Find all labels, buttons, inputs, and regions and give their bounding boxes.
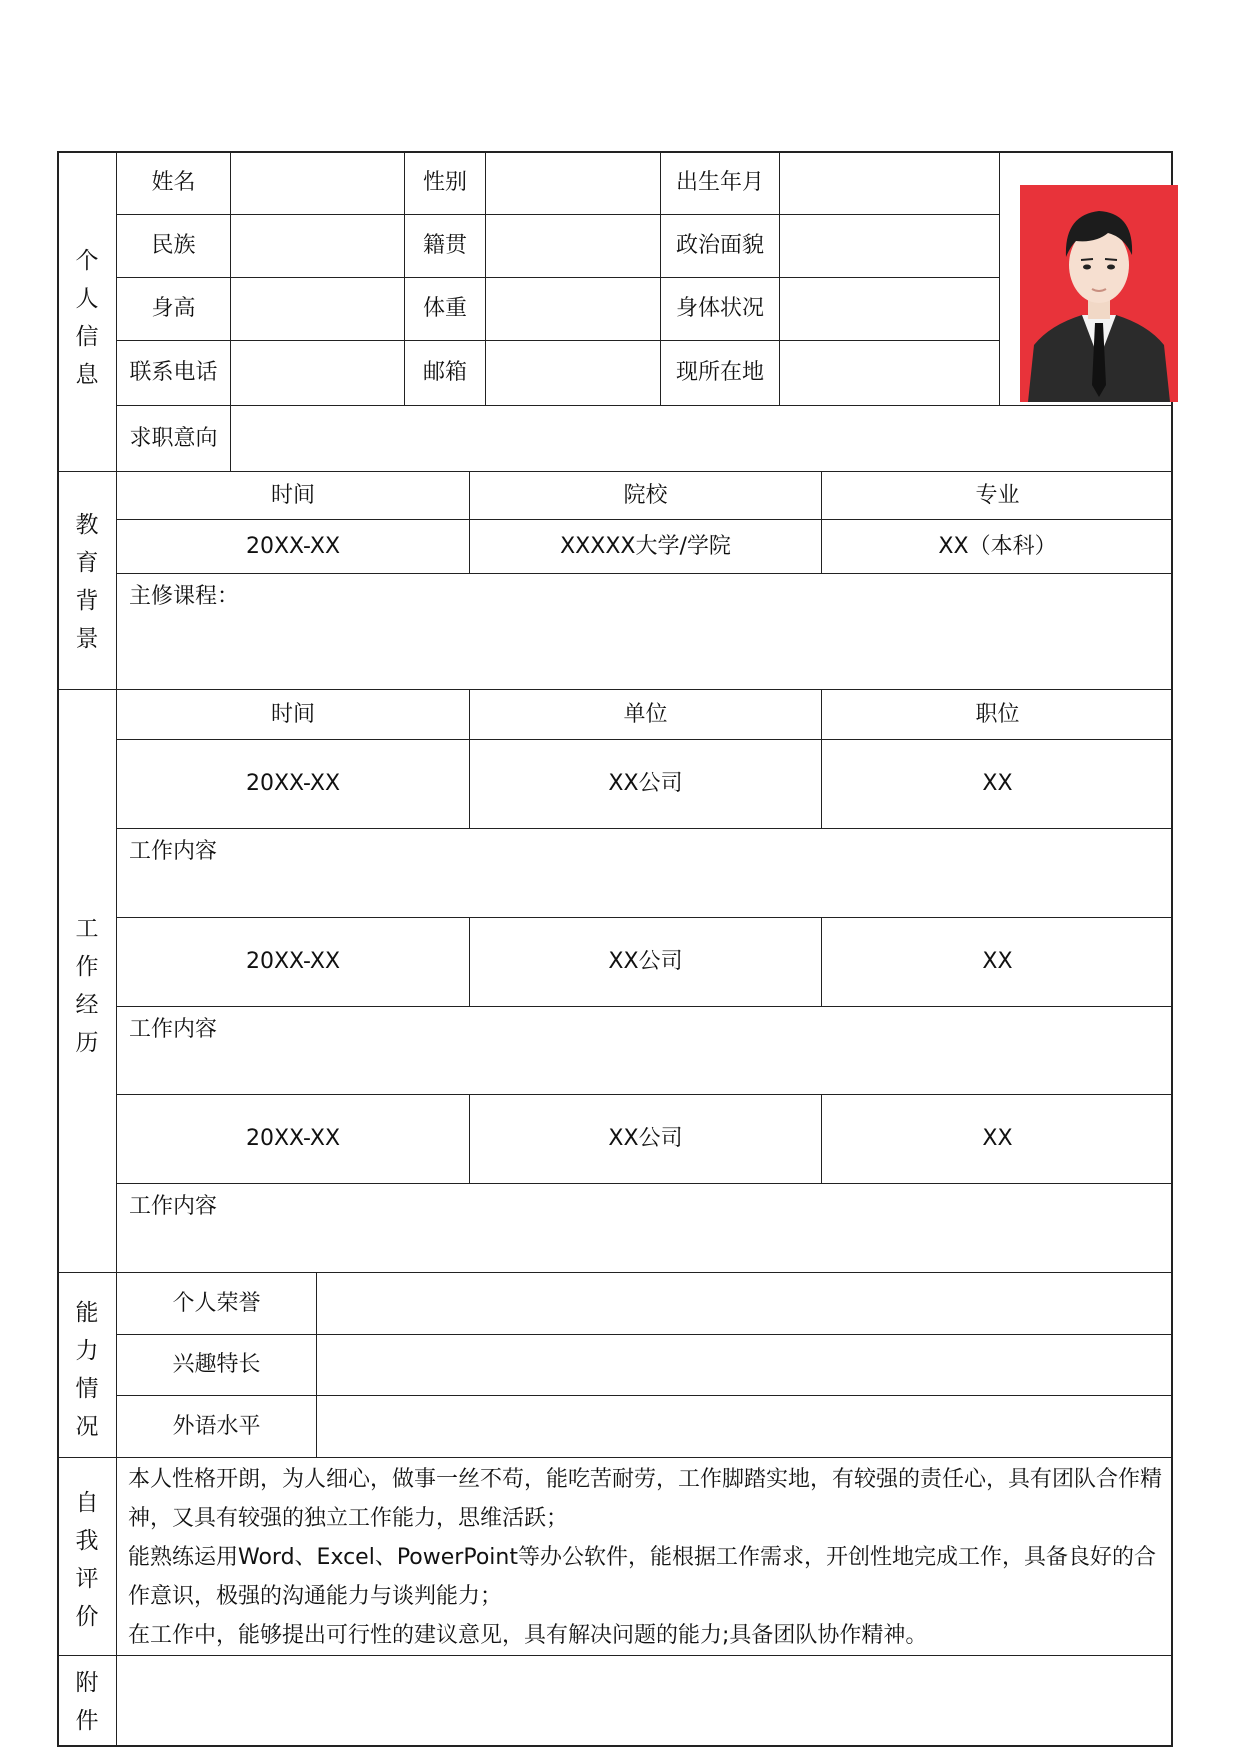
ethnicity-value[interactable] [231, 215, 404, 277]
language-value[interactable] [317, 1396, 1173, 1457]
birth-value[interactable] [780, 152, 999, 214]
work-2-time[interactable]: 20XX-XX [245, 949, 341, 974]
profile-photo [1020, 185, 1178, 402]
ethnicity-label: 民族 [151, 233, 196, 258]
edu-header-school: 院校 [623, 482, 668, 508]
birth-label: 出生年月 [675, 170, 764, 195]
work-3-company[interactable]: XX公司 [608, 1126, 683, 1151]
weight-label: 体重 [422, 296, 467, 321]
job-intent-label: 求职意向 [129, 425, 218, 451]
honors-value[interactable] [317, 1273, 1173, 1334]
work-1-time[interactable]: 20XX-XX [245, 771, 341, 796]
attachment-value[interactable] [117, 1656, 1173, 1746]
edu-time[interactable]: 20XX-XX [245, 533, 341, 559]
work-1-company[interactable]: XX公司 [608, 771, 683, 796]
health-value[interactable] [780, 278, 999, 340]
health-label: 身体状况 [675, 296, 764, 321]
courses-label: 主修课程： [129, 584, 240, 609]
native-place-value[interactable] [486, 215, 660, 277]
self-evaluation-text[interactable] [128, 1460, 1168, 1655]
location-label: 现所在地 [675, 360, 764, 385]
work-1-content-label: 工作内容 [129, 839, 218, 864]
self-eval-paragraph-2: 能熟练运用Word、Excel、PowerPoint等办公软件，能根据工作需求，开创性地完成工作，具备良好的合作意识，极强的沟通能力与谈判能力； [128, 1545, 1156, 1609]
work-2-position[interactable]: XX [982, 949, 1013, 974]
political-status-value[interactable] [780, 215, 999, 277]
section-self-eval-label: 自 我 评 价 [75, 1490, 99, 1630]
edu-header-major: 专业 [975, 482, 1020, 508]
section-personal-label: 个 人 信 息 [75, 248, 99, 388]
honors-label: 个人荣誉 [172, 1290, 261, 1316]
courses-value[interactable] [117, 574, 1173, 689]
section-attachment-label: 附 件 [75, 1670, 99, 1734]
language-label: 外语水平 [172, 1413, 261, 1439]
work-header-company: 单位 [623, 701, 668, 727]
edu-header-time: 时间 [270, 482, 315, 508]
work-header-time: 时间 [270, 701, 315, 727]
location-value[interactable] [780, 341, 999, 405]
email-value[interactable] [486, 341, 660, 405]
name-label: 姓名 [151, 170, 196, 195]
avatar-illustration-icon [1020, 185, 1178, 402]
work-2-content-label: 工作内容 [129, 1017, 218, 1042]
work-1-position[interactable]: XX [982, 771, 1013, 796]
work-3-position[interactable]: XX [982, 1126, 1013, 1151]
gender-value[interactable] [486, 152, 660, 214]
section-ability-label: 能 力 情 况 [75, 1300, 99, 1440]
work-3-time[interactable]: 20XX-XX [245, 1126, 341, 1151]
self-eval-paragraph-3: 在工作中，能够提出可行性的建议意见，具有解决问题的能力;具备团队协作精神。 [128, 1623, 928, 1648]
job-intent-value[interactable] [231, 406, 1173, 471]
work-3-content-label: 工作内容 [129, 1194, 218, 1219]
work-header-position: 职位 [975, 701, 1020, 727]
hobbies-label: 兴趣特长 [172, 1352, 261, 1377]
self-eval-paragraph-1: 本人性格开朗，为人细心，做事一丝不苟，能吃苦耐劳，工作脚踏实地，有较强的责任心，具有团队合作精神，又具有较强的独立工作能力，思维活跃； [128, 1467, 1163, 1531]
hobbies-value[interactable] [317, 1335, 1173, 1395]
political-status-label: 政治面貌 [675, 233, 764, 258]
gender-label: 性别 [422, 170, 467, 195]
height-value[interactable] [231, 278, 404, 340]
native-place-label: 籍贯 [422, 233, 467, 258]
section-education-label: 教 育 背 景 [75, 512, 99, 652]
name-value[interactable] [231, 152, 404, 214]
work-2-company[interactable]: XX公司 [608, 949, 683, 974]
phone-label: 联系电话 [129, 360, 218, 385]
edu-major[interactable]: XX（本科） [938, 533, 1057, 559]
phone-value[interactable] [231, 341, 404, 405]
height-label: 身高 [151, 296, 196, 321]
email-label: 邮箱 [422, 360, 467, 385]
weight-value[interactable] [486, 278, 660, 340]
edu-school[interactable]: XXXXX大学/学院 [560, 533, 731, 559]
section-work-label: 工 作 经 历 [75, 916, 99, 1056]
